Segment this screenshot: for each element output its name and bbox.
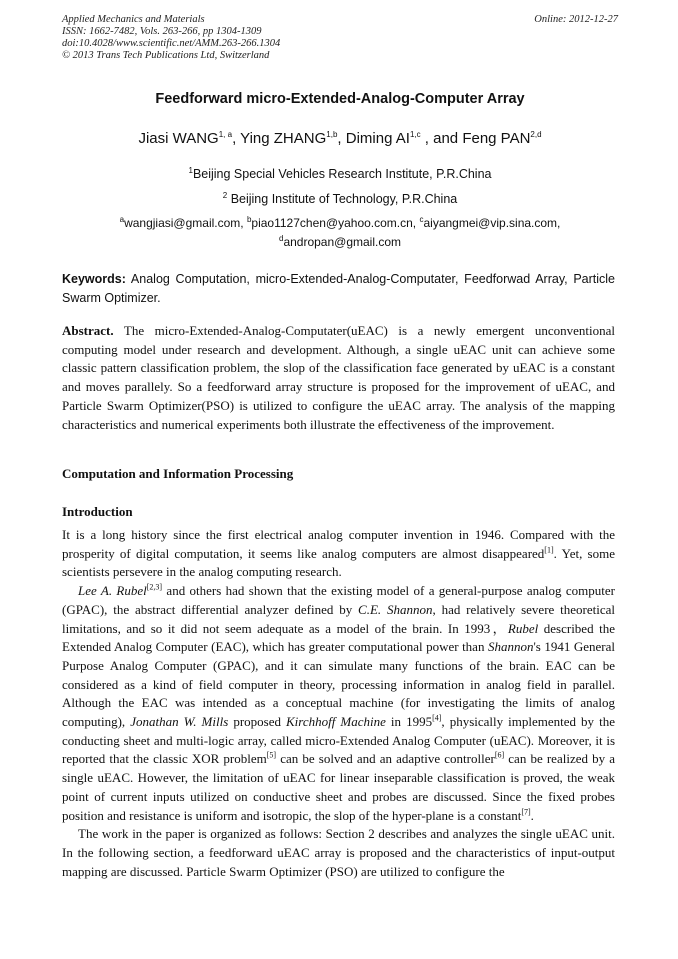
paragraph-text: proposed [228,714,287,730]
paragraph-text: in 1995 [385,714,433,730]
author-affil-sup: 2,d [530,130,542,139]
author-list [62,130,618,147]
email-list [62,214,618,252]
author-name: Jiasi WANG [138,130,219,147]
person-name: Rubel [507,620,539,636]
online-date: Online: 2012-12-27 [534,14,618,25]
abstract-block [62,322,615,434]
paragraph-text: can be solved and an adaptive controller [276,751,495,767]
paragraph-text: . [530,807,534,823]
affiliation-text: Beijing Institute of Technology, P.R.China [227,192,458,206]
paragraph-text: It is a long history since the first electrical analog computer invention in 1946. Compared with the prosperity of digital computation, it seems like analog computers are almost disappeared [62,527,615,561]
paragraph-text: described the Extended Analog Computer (EAC), which has greater computational power than [62,620,615,655]
affiliation-sup: 2 [222,190,228,200]
email-sup: c [419,215,424,224]
affiliation-2 [62,192,618,206]
author-separator: , [337,130,346,147]
citation-ref[interactable]: [4] [432,713,442,723]
citation-ref[interactable]: [2,3] [146,582,163,592]
introduction-body [62,526,615,881]
citation-ref[interactable]: [1] [544,545,554,555]
author-affil-sup: 1,c [409,130,421,139]
journal-header [62,14,618,62]
email-sup: a [119,215,125,224]
journal-copyright: © 2013 Trans Tech Publications Ltd, Switzerland [62,50,270,61]
email-link[interactable]: wangjiasi@gmail.com, [124,216,247,230]
email-link[interactable]: andropan@gmail.com [283,235,402,249]
keywords-text: Analog Computation, micro-Extended-Analog-Computater, Feedforwad Array, Particle Swarm Optimizer. [62,272,615,305]
person-name: Shannon [487,639,534,655]
author-separator: , and [420,130,463,147]
paragraph-text: , physically implemented by the conducting sheet and multi-logic array, called micro-Extended Analog Computer (uEAC). Moreover, it is reported that the classic XOR problem [62,714,615,767]
affiliation-sup: 1 [188,165,193,175]
affiliation-text: Beijing Special Vehicles Research Institute, P.R.China [192,167,492,181]
email-sup: d [278,234,284,243]
paragraph-text: and others had shown that the existing model of a general-purpose analog computer (GPAC), the abstract differential analyzer defined by [62,583,615,617]
citation-ref[interactable]: [6] [494,751,505,761]
journal-name: Applied Mechanics and Materials [62,14,205,25]
email-link[interactable]: piao1127chen@yahoo.com.cn, [251,216,420,230]
author-name: Feng PAN [462,130,531,147]
paragraph-text: 's 1941 General Purpose Analog Computer (GPAC), and it can simulate many functions of the brain. EAC can be considered as a kind of field computer in theory, processing information in analog field in parallel. Although the EAC was intended as a conceptual machine (for investigating the limits of analog computing), [62,639,615,730]
section-heading: Computation and Information Processing [62,466,294,481]
citation-ref[interactable]: [5] [266,751,277,761]
journal-issn: ISSN: 1662-7482, Vols. 263-266, pp 1304-1309 [62,26,262,37]
machine-name: Kirchhoff Machine [286,714,386,730]
paragraph-text: . Yet, some scientists persevere in the analog computing research. [62,545,615,580]
abstract-text: The micro-Extended-Analog-Computater(uEAC) is a newly emergent unconventional computing model under research and development. Although, a single uEAC unit can achieve some classic pattern classification problem, the slop of the classification face generated by uEAC is a constant and moves parallely. So a feedforward array structure is proposed for the improvement of uEAC, and Particle Swarm Optimizer(PSO) is utilized to configure the uEAC array. The analysis of the mapping characteristics and numerical experiments both illustrate the effectiveness of the improvement. [62,323,615,432]
paper-title: Feedforward micro-Extended-Analog-Computer Array [155,91,525,107]
paragraph-text: can be realized by a single uEAC. However, the limitation of uEAC for linear inseparable classification is proved, the weak point of current inputs utilized on conductive sheet and probes are discussed. Since the fixed probes position and resistance is uniform and isotropic, the slop of the hyper-plane is a constant [62,751,616,823]
citation-ref[interactable]: [7] [521,807,531,817]
person-name: C.E. Shannon [358,601,433,617]
author-name: Ying ZHANG [240,130,327,147]
author-separator: , [232,130,241,147]
person-name: Jonathan W. Mills [130,714,229,730]
journal-doi: doi:10.4028/www.scientific.net/AMM.263-266.1304 [62,38,281,49]
email-link[interactable]: aiyangmei@vip.sina.com, [423,216,561,230]
author-affil-sup: 1,b [326,130,338,139]
intro-paragraph-3: The work in the paper is organized as follows: Section 2 describes and analyzes the single uEAC unit. In the following section, a feedforward uEAC array is proposed and the characteristics of input-output mapping are discussed. Particle Swarm Optimizer (PSO) are utilized to configure the [62,826,615,879]
author-affil-sup: 1, a [218,130,233,139]
author-name: Diming AI [345,130,410,147]
paragraph-text: , had relatively severe theoretical limitations, and so it did not seem adequate as a model of the brain. In 1993， [62,601,615,636]
intro-paragraph-2 [62,582,615,825]
keywords-label: Keywords: [62,272,126,286]
keywords-block [62,270,615,307]
person-name: Lee A. Rubel [78,583,147,599]
abstract-label: Abstract. [62,323,114,338]
affiliation-1 [62,167,618,181]
intro-paragraph-1 [62,526,615,582]
introduction-heading: Introduction [62,504,133,519]
email-sup: b [246,215,252,224]
